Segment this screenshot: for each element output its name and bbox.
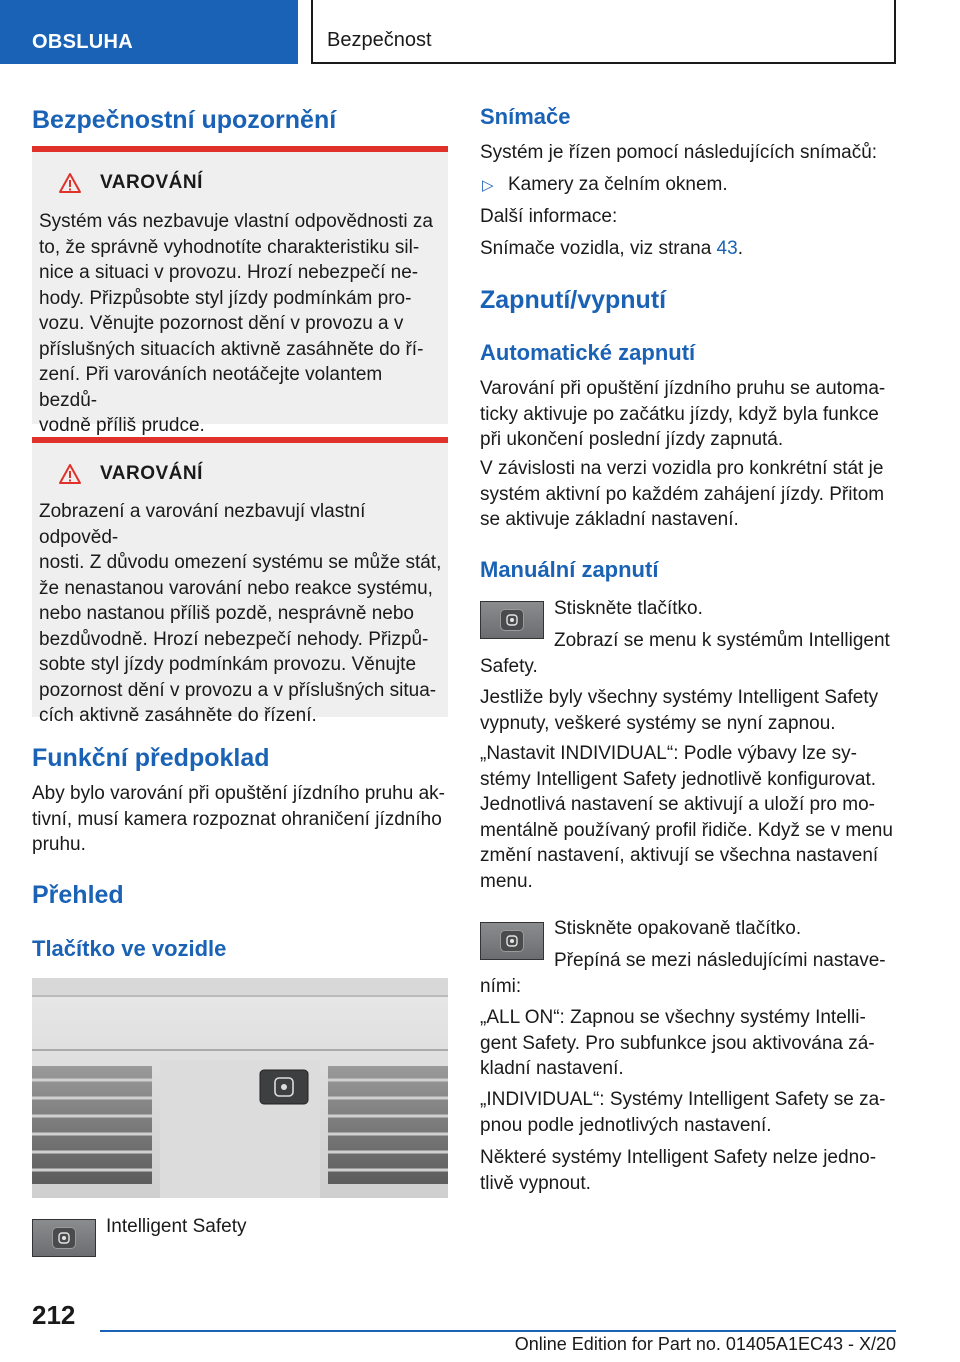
warning-line: příslušných situacích aktivně zasáhněte do ří- xyxy=(39,338,424,360)
manual-menu-a: Zobrazí se menu k systémům Intelligent xyxy=(554,630,890,651)
prerequisite-text xyxy=(32,781,448,858)
manual-menu-b: Safety. xyxy=(480,656,538,677)
warning-text xyxy=(39,499,445,729)
manual-paragraph-1 xyxy=(480,685,896,736)
text-line: „ALL ON“: Zapnou se všechny systémy Intelli- xyxy=(480,1007,866,1028)
heading-on-off: Zapnutí/vypnutí xyxy=(480,286,667,314)
warning-line: Zobrazení a varování nezbavují vlastní odpověd- xyxy=(39,501,366,548)
warning-line: to, že správně vyhodnotíte charakteristiku sil- xyxy=(39,236,420,258)
safety-symbol-icon xyxy=(505,934,519,948)
all-on-paragraph xyxy=(480,1005,896,1082)
warning-line: vodně příliš prudce. xyxy=(39,415,205,436)
text-line: mentálně používaný profil řidiče. Když se v menu xyxy=(480,819,893,841)
intelligent-safety-button-icon xyxy=(32,1219,96,1257)
footer-rule xyxy=(100,1330,896,1332)
heading-sensors: Snímače xyxy=(480,104,571,129)
bullet-triangle-icon: ▷ xyxy=(482,177,494,194)
individual-paragraph xyxy=(480,1087,896,1138)
warning-title: VAROVÁNÍ xyxy=(100,463,203,484)
warning-line: že nenastanou varování nebo reakce systému, xyxy=(39,577,433,599)
reference-text: Snímače vozidla, viz strana xyxy=(480,238,717,259)
warning-line: bezdůvodně. Hrozí nebezpečí nehody. Přizpů- xyxy=(39,628,429,650)
text-line: systém aktivní po každém zahájení jízdy. Přitom xyxy=(480,483,885,505)
warning-text xyxy=(39,209,445,439)
page-link[interactable]: 43 xyxy=(716,238,738,259)
heading-manual-on: Manuální zapnutí xyxy=(480,557,659,582)
warning-triangle-icon xyxy=(58,463,82,485)
warning-line: pozornost dění v provozu a v příslušných situa- xyxy=(39,679,437,701)
safety-symbol-icon xyxy=(57,1231,71,1245)
heading-overview: Přehled xyxy=(32,881,124,909)
warning-line: cích aktivně zasáhněte do řízení. xyxy=(39,705,317,726)
warning-line: vozu. Věnujte pozornost dění v provozu a v xyxy=(39,313,404,334)
heading-safety-warnings: Bezpečnostní upozornění xyxy=(32,106,337,134)
warning-line: Systém vás nezbavuje vlastní odpovědnosti za xyxy=(39,211,433,232)
footer-edition: Online Edition for Part no. 01405A1EC43 - X/20 xyxy=(514,1334,896,1354)
text-line: menu. xyxy=(480,870,533,892)
text-line: Varování při opuštění jízdního pruhu se automa- xyxy=(480,378,886,399)
manual-press: Stiskněte tlačítko. xyxy=(554,598,703,619)
auto-paragraph-2 xyxy=(480,456,896,533)
auto-paragraph-1 xyxy=(480,376,896,453)
heading-automatic-on: Automatické zapnutí xyxy=(480,340,696,365)
text-line: tivní, musí kamera rozpoznat ohraničení jízdního xyxy=(32,808,442,830)
text-line: Aby bylo varování při opuštění jízdního pruhu ak- xyxy=(32,783,445,804)
text-line: Jednotlivá nastavení se aktivují a uloží pro mo- xyxy=(480,794,875,815)
text-line: Jestliže byly všechny systémy Intelligent Safety xyxy=(480,687,879,708)
intelligent-safety-button-icon xyxy=(480,922,544,960)
text-line: „INDIVIDUAL“: Systémy Intelligent Safety se za- xyxy=(480,1089,886,1110)
more-info-label: Další informace: xyxy=(480,206,618,227)
section-tab xyxy=(0,0,298,64)
manual-paragraph-2 xyxy=(480,741,896,894)
warning-box-2 xyxy=(32,437,448,726)
vehicle-button-photo xyxy=(32,978,448,1198)
text-line: tlivě vypnout. xyxy=(480,1172,591,1194)
text-line: při ukončení poslední jízdy zapnutá. xyxy=(480,429,784,450)
repeat-switch-b: ními: xyxy=(480,976,522,997)
sensors-reference xyxy=(480,236,743,262)
page-number: 212 xyxy=(32,1300,76,1330)
warning-title: VAROVÁNÍ xyxy=(100,172,203,193)
sensors-intro: Systém je řízen pomocí následujících snímačů: xyxy=(480,142,878,163)
text-line: Některé systémy Intelligent Safety nelze jedno- xyxy=(480,1147,877,1168)
intelligent-safety-button-icon xyxy=(480,601,544,639)
text-line: gent Safety. Pro subfunkce jsou aktivována zá- xyxy=(480,1032,875,1054)
some-systems-paragraph xyxy=(480,1145,896,1196)
heading-prerequisite: Funkční předpoklad xyxy=(32,744,270,772)
text-line: pruhu. xyxy=(32,834,86,855)
safety-symbol-icon xyxy=(505,613,519,627)
vehicle-dashboard-image xyxy=(32,978,448,1198)
text-line: stémy Intelligent Safety jednotlivě konfigurovat. xyxy=(480,768,877,790)
text-line: pnou podle jednotlivých nastavení. xyxy=(480,1114,772,1136)
warning-line: nice a situaci v provozu. Hrozí nebezpečí ne- xyxy=(39,262,419,283)
warning-line: zení. Při varováních neotáčejte volantem bezdů- xyxy=(39,364,383,411)
repeat-press: Stiskněte opakovaně tlačítko. xyxy=(554,918,802,939)
text-line: ticky aktivuje po začátku jízdy, když byla funkce xyxy=(480,403,879,425)
warning-triangle-icon xyxy=(58,172,82,194)
text-line: změní nastavení, aktivují se všechna nastavení xyxy=(480,845,879,866)
text-line: „Nastavit INDIVIDUAL“: Podle výbavy lze sy- xyxy=(480,743,857,764)
text-line: se aktivuje základní nastavení. xyxy=(480,509,739,530)
text-line: kladní nastavení. xyxy=(480,1058,624,1079)
warning-line: hody. Přizpůsobte styl jízdy podmínkám pro- xyxy=(39,287,412,309)
warning-line: nosti. Z důvodu omezení systému se může stát, xyxy=(39,552,442,573)
sensors-bullet: Kamery za čelním oknem. xyxy=(508,174,728,195)
chapter-label: Bezpečnost xyxy=(327,29,432,51)
warning-box-1 xyxy=(32,146,448,436)
heading-button-in-vehicle: Tlačítko ve vozidle xyxy=(32,936,227,961)
reference-end: . xyxy=(737,238,743,259)
text-line: vypnuty, veškeré systémy se nyní zapnou. xyxy=(480,712,836,734)
chapter-header xyxy=(311,0,896,64)
button-caption: Intelligent Safety xyxy=(106,1216,247,1237)
warning-line: sobte styl jízdy podmínkám provozu. Věnujte xyxy=(39,654,417,675)
text-line: V závislosti na verzi vozidla pro konkrétní stát je xyxy=(480,458,884,479)
warning-line: nebo nastanou příliš pozdě, nesprávně nebo xyxy=(39,603,414,624)
repeat-switch-a: Přepíná se mezi následujícími nastave- xyxy=(554,950,886,971)
section-label: OBSLUHA xyxy=(32,31,133,53)
